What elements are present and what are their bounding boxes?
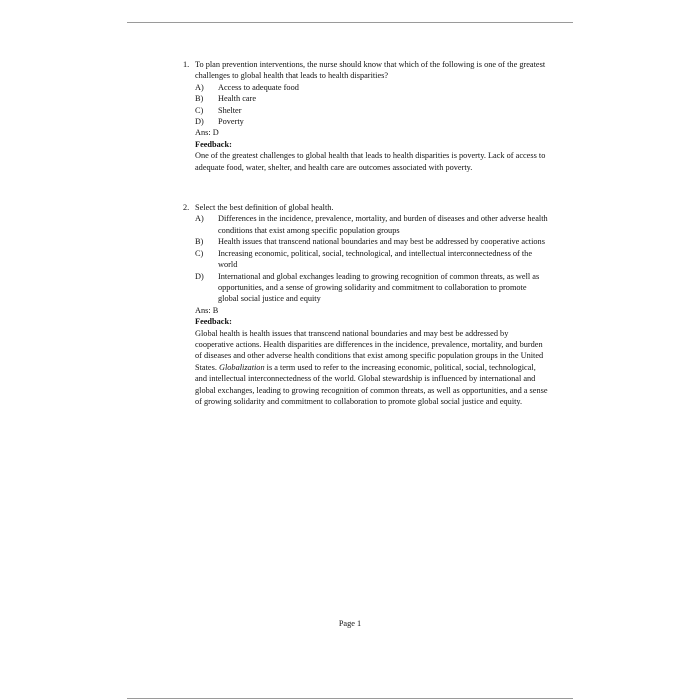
feedback-term-globalization: Globalization — [218, 362, 265, 372]
option-b — [195, 236, 548, 247]
question-number: 1. — [183, 60, 190, 69]
option-text: Health care — [218, 94, 257, 104]
option-letter: D) — [195, 117, 204, 127]
option-letter: A) — [195, 214, 204, 224]
top-rule — [127, 22, 573, 23]
option-letter: D) — [195, 271, 204, 281]
feedback-text-part: is a term used to refer to the increasing economic, political, social, technological, and intellectual interconnectedness of the world. Global stewardship is influenced by international and global exchanges, leading to growing recognition of common threats, as well as opportunities, and a sense of growing solidarity and commitment to collaboration to promote global social justice and equity. — [195, 362, 548, 406]
question-1 — [183, 59, 548, 173]
question-number: 2. — [183, 203, 190, 213]
option-text: Increasing economic, political, social, technological, and intellectual interconnectedness of the world — [218, 248, 533, 270]
option-letter: C) — [195, 105, 204, 115]
option-d — [195, 271, 548, 305]
option-text: Poverty — [218, 117, 244, 127]
question-2 — [183, 202, 548, 407]
option-letter: A) — [195, 82, 204, 92]
question-stem: Select the best definition of global health. — [195, 203, 334, 213]
option-d — [195, 116, 548, 127]
option-c — [195, 248, 548, 271]
answer-key: Ans: D — [195, 128, 219, 138]
option-text: Shelter — [218, 105, 242, 115]
option-letter: C) — [195, 248, 204, 258]
feedback-label: Feedback: — [195, 317, 232, 327]
feedback-text — [195, 150, 548, 173]
option-text: Differences in the incidence, prevalence, mortality, and burden of diseases and other adverse health conditions that exist among specific population groups — [218, 214, 548, 235]
option-a — [195, 82, 548, 93]
option-a — [195, 213, 548, 236]
option-b — [195, 93, 548, 104]
option-c — [195, 105, 548, 116]
feedback-text — [195, 328, 548, 408]
page-footer — [0, 619, 700, 628]
bottom-rule — [127, 698, 573, 699]
question-stem: To plan prevention interventions, the nurse should know that which of the following is one of the greatest challenges to global health that leads to health disparities? — [195, 60, 546, 81]
option-text: Access to adequate food — [218, 82, 299, 92]
feedback-text-part: Global health is health issues that transcend national boundaries and may best be addressed by cooperative actions. Health disparities are differences in the incidence, prevalence, mortality, and burden of diseases and other adverse health conditions that exist among specific population groups in the United States. — [195, 328, 544, 372]
feedback-label: Feedback: — [195, 139, 232, 149]
option-letter: B) — [195, 94, 204, 104]
option-letter: B) — [195, 237, 204, 247]
option-text: Health issues that transcend national boundaries and may best be addressed by cooperative actions — [218, 237, 545, 247]
page-number: Page 1 — [338, 619, 362, 628]
answer-key: Ans: B — [195, 305, 219, 315]
document-page — [183, 59, 548, 407]
option-text: International and global exchanges leading to growing recognition of common threats, as well as opportunities, and a sense of growing solidarity and commitment to collaboration to promote global social justice and equity — [218, 271, 540, 304]
feedback-text-part: One of the greatest challenges to global health that leads to health disparities is poverty. Lack of access to adequate food, water, shelter, and health care are outcomes associated with poverty. — [195, 151, 546, 172]
